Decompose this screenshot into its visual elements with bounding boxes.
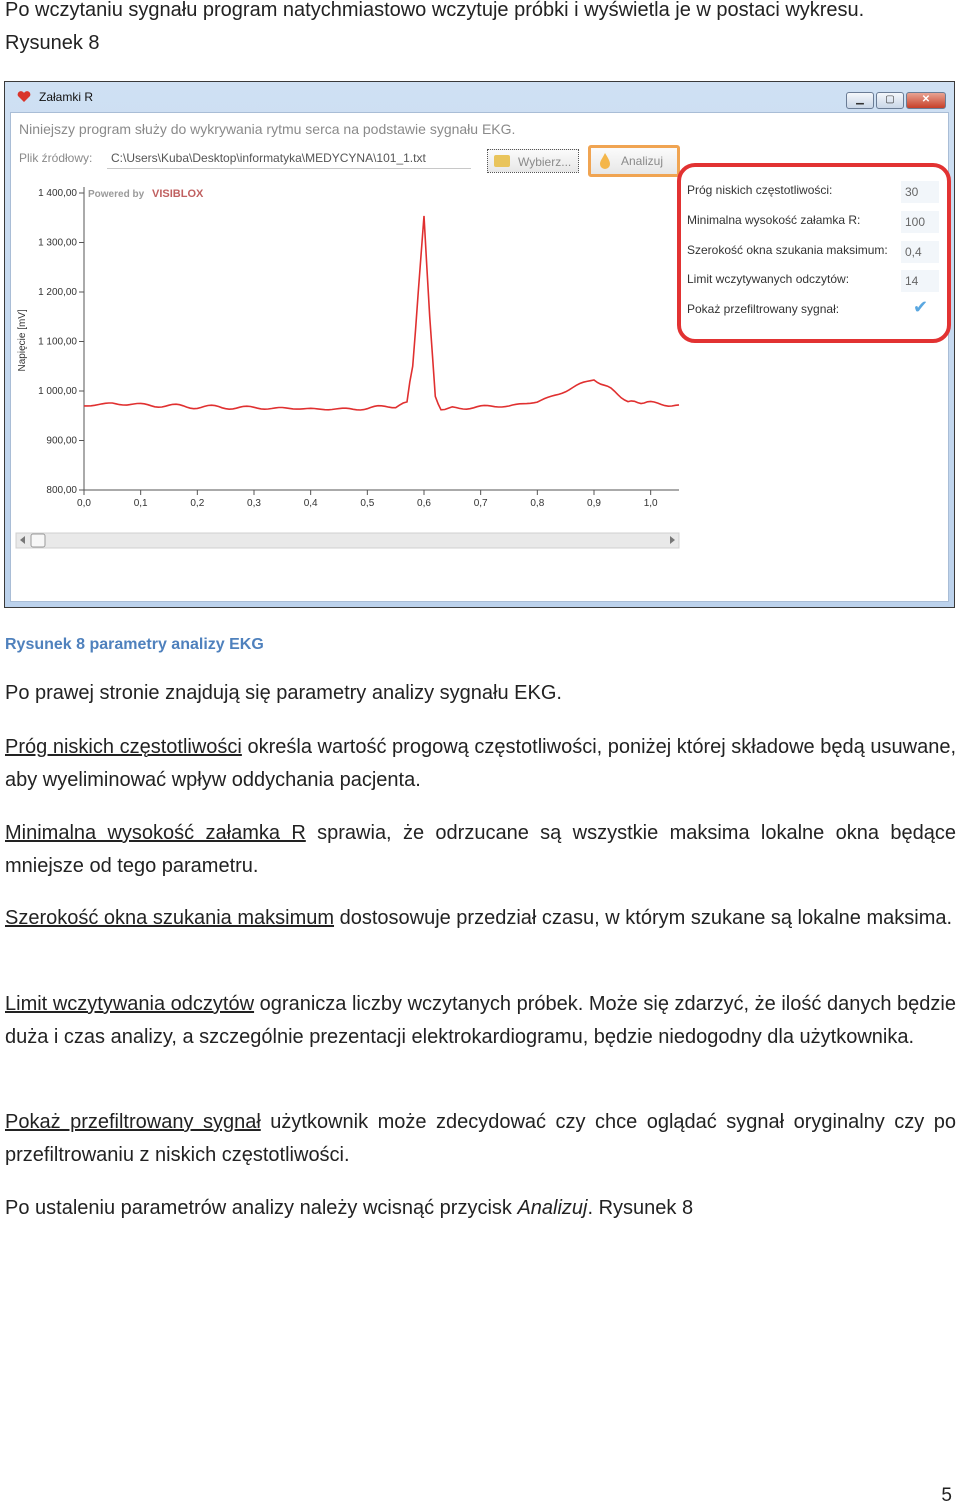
analyze-button-label: Analizuj: [621, 154, 664, 168]
x-tick-label: 0,3: [247, 498, 261, 509]
param-input-read-limit[interactable]: 14: [901, 270, 939, 292]
text-analyze-italic: Analizuj: [517, 1197, 588, 1219]
intro-line: Po wczytaniu sygnału program natychmiastowo wczytuje próbki i wyświetla je w postaci wykresu.: [5, 0, 865, 21]
close-button[interactable]: ✕: [906, 92, 946, 109]
x-tick-label: 0,6: [417, 498, 431, 509]
title-bar: [5, 82, 954, 112]
term-read-limit: Limit wczytywania odczytów: [5, 993, 255, 1015]
param-input-low-frequency[interactable]: 30: [901, 181, 939, 203]
maximize-button[interactable]: ▢: [876, 92, 904, 109]
param-label-low-frequency: Próg niskich częstotliwości:: [687, 183, 833, 197]
ekg-signal-line: [84, 216, 679, 410]
y-axis-label: Napięcie [mV]: [17, 309, 28, 372]
term-min-r-height: Minimalna wysokość załamka R: [5, 822, 306, 844]
text-show-filtered: użytkownik może zdecydować czy chce oglądać sygnał oryginalny czy po przefiltrowaniu z niskich częstotliwości.: [5, 1111, 956, 1166]
heart-icon: [17, 91, 31, 103]
x-tick-label: 0,8: [530, 498, 545, 509]
x-tick-label: 0,9: [587, 498, 601, 509]
scrollbar-thumb[interactable]: [31, 534, 45, 547]
text-low-frequency: określa wartość progową częstotliwości, poniżej której składowe będą usuwane, aby wyeliminować wpływ oddychania pacjenta.: [5, 736, 956, 791]
show-filtered-checkbox[interactable]: ✔: [913, 297, 929, 317]
paragraph-analyze: [5, 1192, 956, 1225]
term-low-frequency: Próg niskich częstotliwości: [5, 736, 242, 758]
y-tick-label: 1 300,00: [38, 237, 77, 249]
minimize-button[interactable]: ▁: [846, 92, 874, 109]
y-tick-label: 800,00: [46, 485, 77, 496]
x-tick-label: 0,2: [190, 498, 205, 509]
analysis-parameters-panel: [677, 163, 951, 343]
param-label-window-width: Szerokość okna szukania maksimum:: [687, 243, 888, 257]
param-label-read-limit: Limit wczytywanych odczytów:: [687, 272, 850, 286]
param-input-min-r-height[interactable]: 100: [901, 211, 939, 233]
x-tick-label: 1,0: [643, 498, 658, 509]
text-analyze-before: Po ustaleniu parametrów analizy należy wcisnąć przycisk: [5, 1197, 518, 1219]
paragraph-show-filtered: [5, 1106, 956, 1172]
y-tick-label: 1 200,00: [38, 287, 77, 298]
paragraph-window-width: [5, 902, 956, 935]
text-min-r-height: sprawia, że odrzucane są wszystkie maksima lokalne okna będące mniejsze od tego parametru.: [5, 822, 956, 877]
y-tick-label: 1 100,00: [38, 336, 77, 348]
x-tick-label: 0,0: [77, 498, 91, 509]
x-tick-label: 0,5: [360, 498, 375, 509]
browse-button-label: Wybierz...: [518, 155, 572, 169]
y-tick-label: 1 000,00: [38, 386, 77, 397]
window-client-area: [10, 112, 949, 602]
powered-by-text: Powered by: [88, 189, 145, 200]
page-number: 5: [941, 1485, 952, 1506]
y-tick-label: 900,00: [46, 435, 77, 447]
app-window: [4, 81, 955, 608]
text-analyze-after: . Rysunek 8: [587, 1197, 694, 1219]
text-window-width: dostosowuje przedział czasu, w którym szukane są lokalne maksima.: [334, 907, 953, 929]
figure-reference: Rysunek 8: [5, 32, 100, 54]
term-show-filtered: Pokaż przefiltrowany sygnał: [5, 1111, 261, 1133]
x-tick-label: 0,7: [473, 498, 488, 509]
paragraph-min-r-height: [5, 817, 956, 883]
param-label-min-r-height: Minimalna wysokość załamka R:: [687, 213, 861, 227]
paragraph-intro: Po prawej stronie znajdują się parametry analizy sygnału EKG.: [5, 682, 562, 704]
window-title: Załamki R: [39, 90, 94, 104]
horizontal-scrollbar[interactable]: [16, 533, 679, 548]
source-file-label: Plik źródłowy:: [19, 151, 93, 165]
param-label-show-filtered: Pokaż przefiltrowany sygnał:: [687, 302, 840, 316]
source-file-input[interactable]: C:\Users\Kuba\Desktop\informatyka\MEDYCYNA\101_1.txt: [107, 147, 471, 169]
y-tick-label: 1 400,00: [38, 188, 77, 199]
paragraph-read-limit: [5, 988, 956, 1054]
x-tick-label: 0,4: [303, 498, 318, 509]
text-read-limit: ogranicza liczby wczytanych próbek. Może się zdarzyć, że ilość danych będzie duża i czas analizy, a szczególnie prezentacji elektrokardiogramu, będzie niedogodny dla użytkownika.: [5, 993, 956, 1048]
param-input-window-width[interactable]: 0,4: [901, 241, 939, 263]
paragraph-low-frequency: [5, 731, 956, 797]
figure-caption: Rysunek 8 parametry analizy EKG: [5, 636, 264, 653]
app-description: Niniejszy program służy do wykrywania rytmu serca na podstawie sygnału EKG.: [19, 121, 516, 137]
x-tick-label: 0,1: [133, 498, 148, 509]
term-window-width: Szerokość okna szukania maksimum: [5, 907, 335, 929]
visiblox-logo: VISIBLOX: [152, 188, 204, 200]
